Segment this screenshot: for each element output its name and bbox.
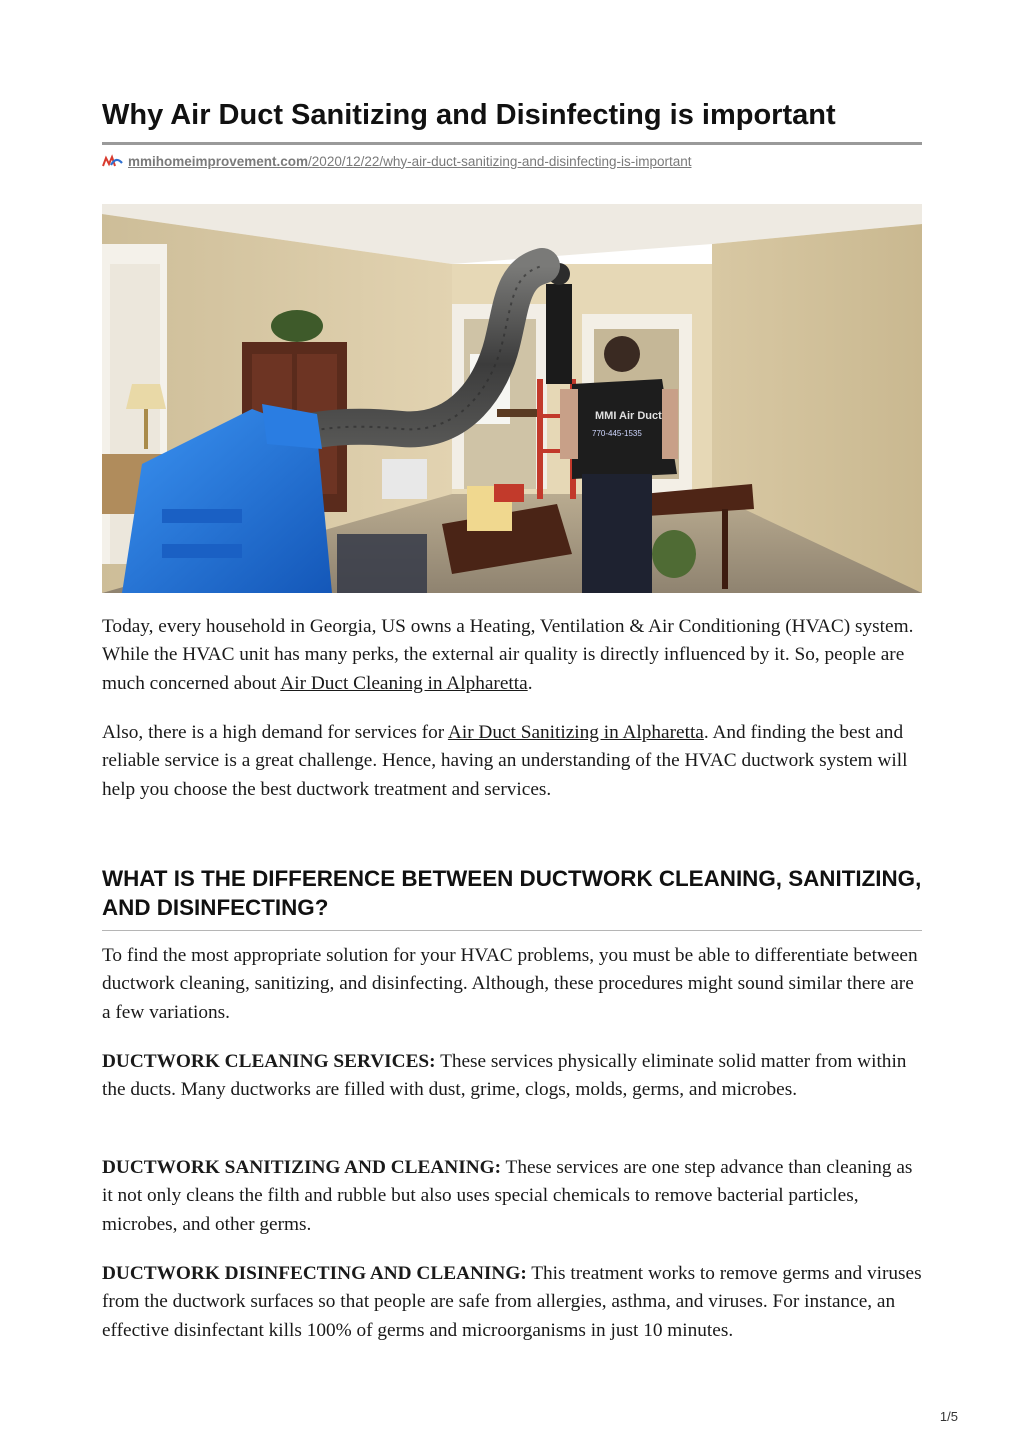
air-duct-cleaning-link[interactable]: Air Duct Cleaning in Alpharetta: [280, 672, 528, 694]
sanitizing-text: These services are one step advance than cleaning as it not only cleans the filth and rubble but also uses special chemicals to remove bacterial particles, microbes, and other germs.: [102, 1157, 913, 1235]
demand-text-end: . And finding the best and reliable service is a great challenge. Hence, having an understanding of the HVAC ductwork system will help you choose the best ductwork treatment and services.: [102, 722, 908, 800]
page-title: Why Air Duct Sanitizing and Disinfecting is important: [102, 99, 836, 131]
sanitizing-label: DUCTWORK SANITIZING AND CLEANING:: [102, 1157, 502, 1178]
ladder: [537, 379, 543, 499]
cleaning-services-label: DUCTWORK CLEANING SERVICES:: [102, 1051, 436, 1072]
hero-photo: [102, 204, 922, 593]
sanitizing-paragraph: [102, 1154, 922, 1239]
source-path: /2020/12/22/why-air-duct-sanitizing-and-disinfecting-is-important: [308, 153, 692, 169]
source-link-row: [102, 151, 691, 171]
intro-text: Today, every household in Georgia, US owns a Heating, Ventilation & Air Conditioning (HVAC) system. While the HVAC unit has many perks, the external air quality is directly influenced by it. So, people are much concerned about: [102, 616, 914, 694]
cleaning-services-paragraph: [102, 1048, 922, 1105]
plant: [271, 310, 323, 342]
section-heading: WHAT IS THE DIFFERENCE BETWEEN DUCTWORK CLEANING, SANITIZING, AND DISINFECTING?: [102, 866, 922, 920]
differentiate-paragraph: To find the most appropriate solution for your HVAC problems, you must be able to differentiate between ductwork cleaning, sanitizing, and disinfecting. Although, these procedures might sound similar there are a few variations.: [102, 945, 918, 1023]
source-domain: mmihomeimprovement.com: [128, 153, 309, 169]
demand-paragraph: [102, 719, 922, 804]
page-number: 1/5: [939, 1409, 958, 1424]
cleaning-services-text: These services physically eliminate solid matter from within the ducts. Many ductworks are filled with dust, grime, clogs, molds, germs, and microbes.: [102, 1051, 907, 1101]
air-duct-sanitizing-link[interactable]: Air Duct Sanitizing in Alpharetta: [447, 722, 704, 743]
intro-paragraph: [102, 613, 922, 698]
demand-text: Also, there is a high demand for services for: [102, 722, 448, 743]
source-url-link[interactable]: [128, 154, 691, 169]
technician-on-ladder: [546, 284, 572, 384]
intro-text-end: .: [527, 672, 533, 694]
picture-frame: [382, 459, 427, 499]
mmi-logo-icon: [102, 154, 123, 168]
disinfecting-label: DUCTWORK DISINFECTING AND CLEANING:: [102, 1263, 527, 1284]
lamp: [126, 384, 166, 409]
disinfecting-text: This treatment works to remove germs and viruses from the ductwork surfaces so that people are safe from allergies, asthma, and viruses. For instance, an effective disinfectant kills 100% of germs and microorganisms in just 10 minutes.: [102, 1263, 922, 1341]
disinfecting-paragraph: [102, 1260, 922, 1345]
shirt-logo-text: MMI Air Duct: [595, 410, 662, 422]
title-divider: [102, 142, 922, 145]
section-divider: [102, 930, 922, 931]
shirt-phone-text: 770-445-1535: [592, 429, 642, 438]
